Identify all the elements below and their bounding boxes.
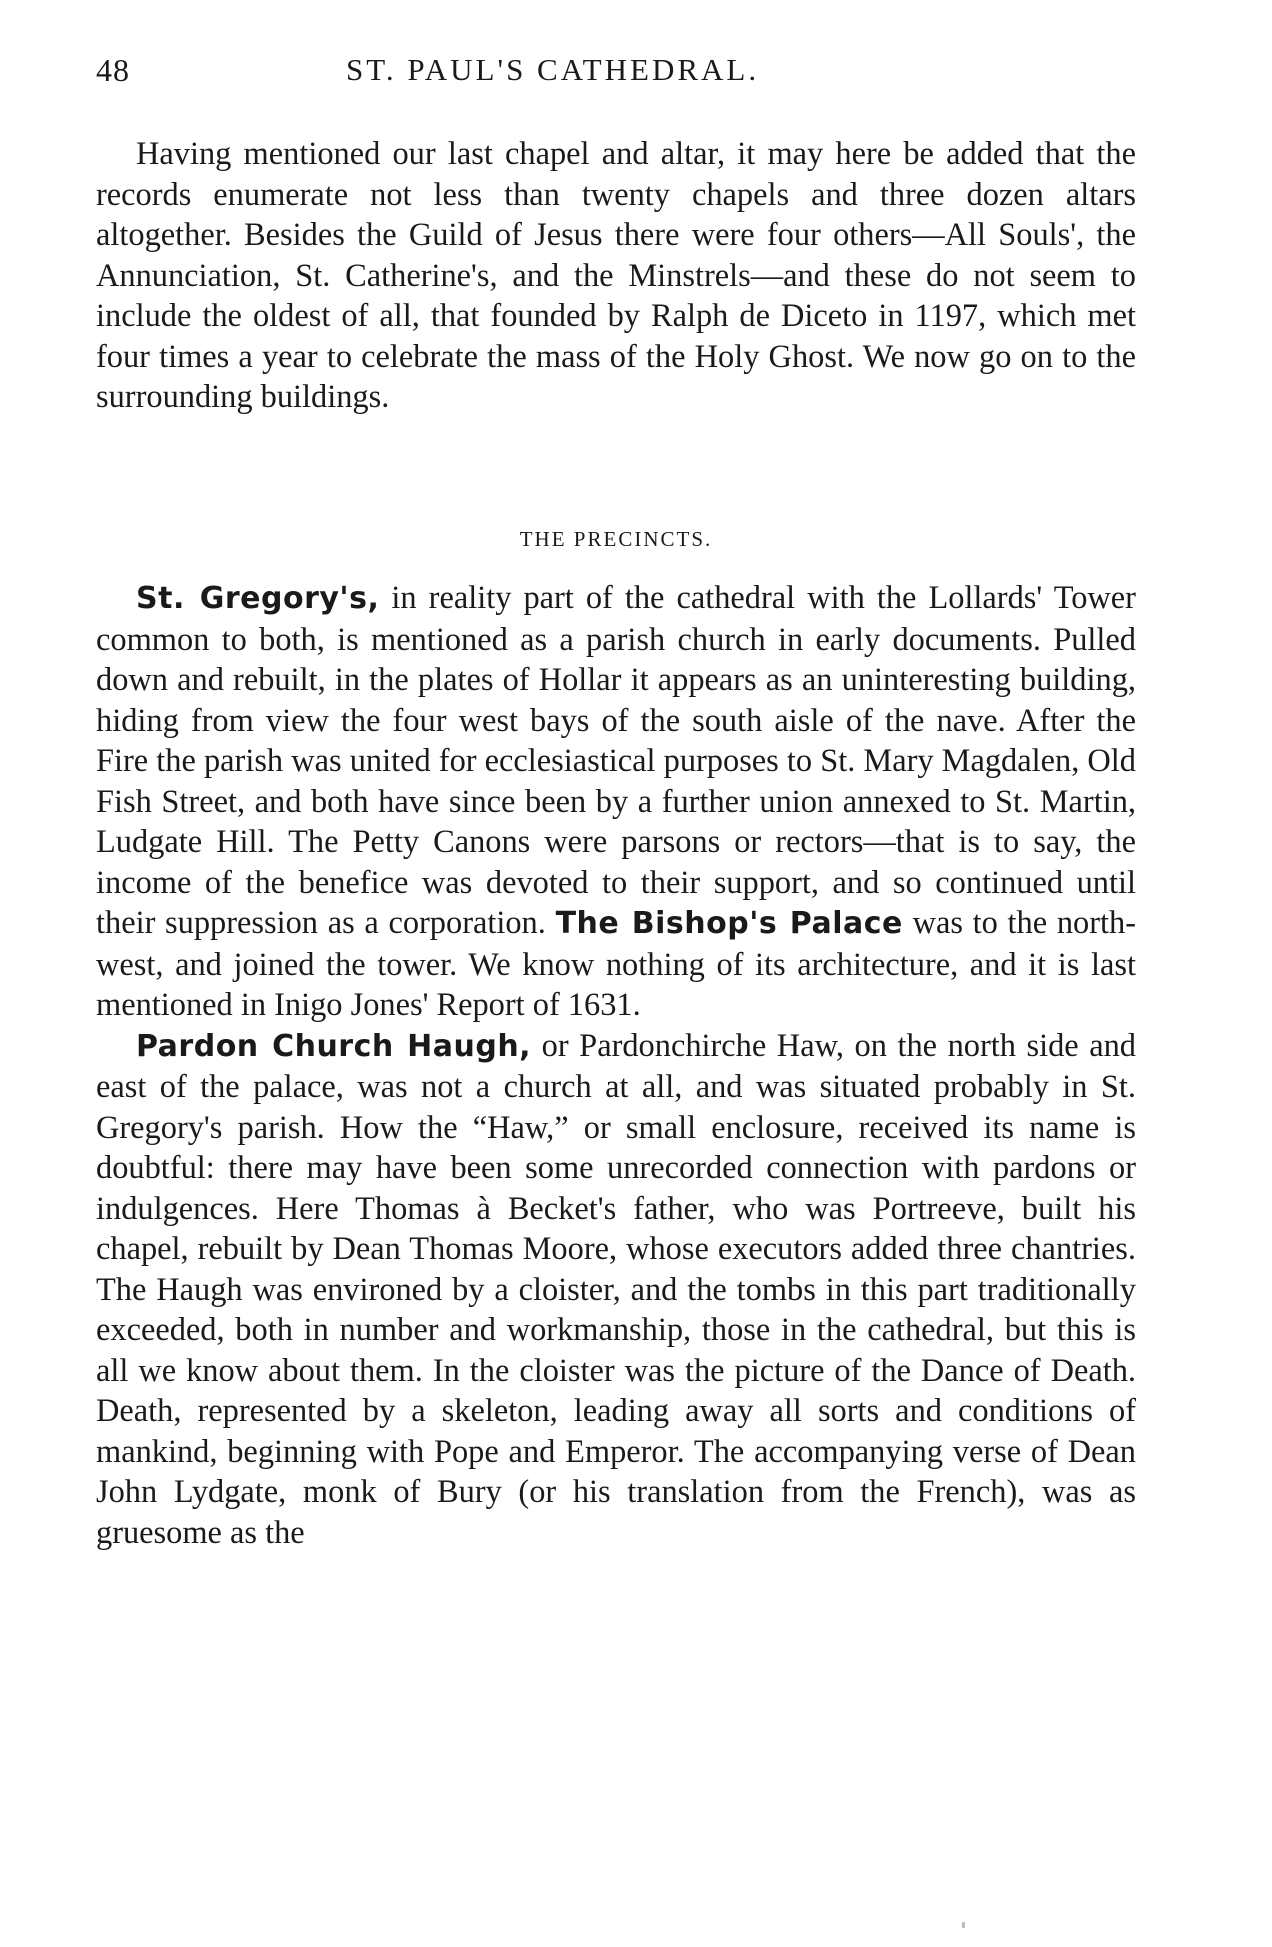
lead-pardon-church-haugh: Pardon Church Haugh, xyxy=(136,1028,532,1064)
running-title: ST. PAUL'S CATHEDRAL. xyxy=(346,52,760,87)
paragraph-st-gregorys xyxy=(96,578,1136,1026)
lead-bishops-palace: The Bishop's Palace xyxy=(555,906,903,941)
page-header xyxy=(96,52,1136,102)
paper-speck xyxy=(962,1922,965,1928)
paragraph-bishops-palace-text: was to the north-west, and joined the tower. We know nothing of its architecture, and it is last mentioned in Inigo Jones' Report of 1631. xyxy=(96,905,1136,1023)
intro-paragraph: Having mentioned our last chapel and altar, it may here be added that the records enumerate not less than twenty chapels and three dozen altars altogether. Besides the Guild of Jesus there were four others—All Souls', the Annunciation, St. Catherine's, and the Minstrels—and these do not seem to include the oldest of all, that founded by Ralph de Diceto in 1197, which met four times a year to celebrate the mass of the Holy Ghost. We now go on to the surrounding buildings. xyxy=(96,136,1136,415)
section-heading: THE PRECINCTS. xyxy=(519,527,713,551)
paragraph-pardon-church-haugh xyxy=(96,1026,1136,1554)
page-number: 48 xyxy=(96,52,130,88)
paragraph-pardon-church-haugh-text: or Pardonchirche Haw, on the north side and east of the palace, was not a church at all, and was situated probably in St. Gregory's parish. How the “Haw,” or small enclosure, received its name is doubtful: there may have been some unrecorded connection with pardons or indulgences. Here Thomas à Becket's father, who was Portreeve, built his chapel, rebuilt by Dean Thomas Moore, whose executors added three chantries. The Haugh was environed by a cloister, and the tombs in this part traditionally exceeded, both in number and workmanship, those in the cathedral, but this is all we know about them. In the cloister was the picture of the Dance of Death. Death, represented by a skeleton, leading away all sorts and conditions of mankind, beginning with Pope and Emperor. The accompanying verse of Dean John Lydgate, monk of Bury (or his translation from the French), was as gruesome as the xyxy=(96,1027,1136,1551)
precincts-section xyxy=(96,578,1136,1553)
lead-st-gregorys: St. Gregory's, xyxy=(136,581,380,616)
intro-section xyxy=(96,134,1136,418)
paragraph-st-gregorys-text: in reality part of the cathedral with the Lollards' Tower common to both, is mentioned as a parish church in early documents. Pulled down and rebuilt, in the plates of Hollar it appears as an uninteresting building, hiding from view the four west bays of the south aisle of the nave. After the Fire the parish was united for ecclesiastical purposes to St. Mary Magdalen, Old Fish Street, and both have since been by a further union annexed to St. Martin, Ludgate Hill. The Petty Canons were parsons or rectors—that is to say, the income of the benefice was devoted to their support, and so continued until their suppression as a corporation. xyxy=(96,580,1136,941)
